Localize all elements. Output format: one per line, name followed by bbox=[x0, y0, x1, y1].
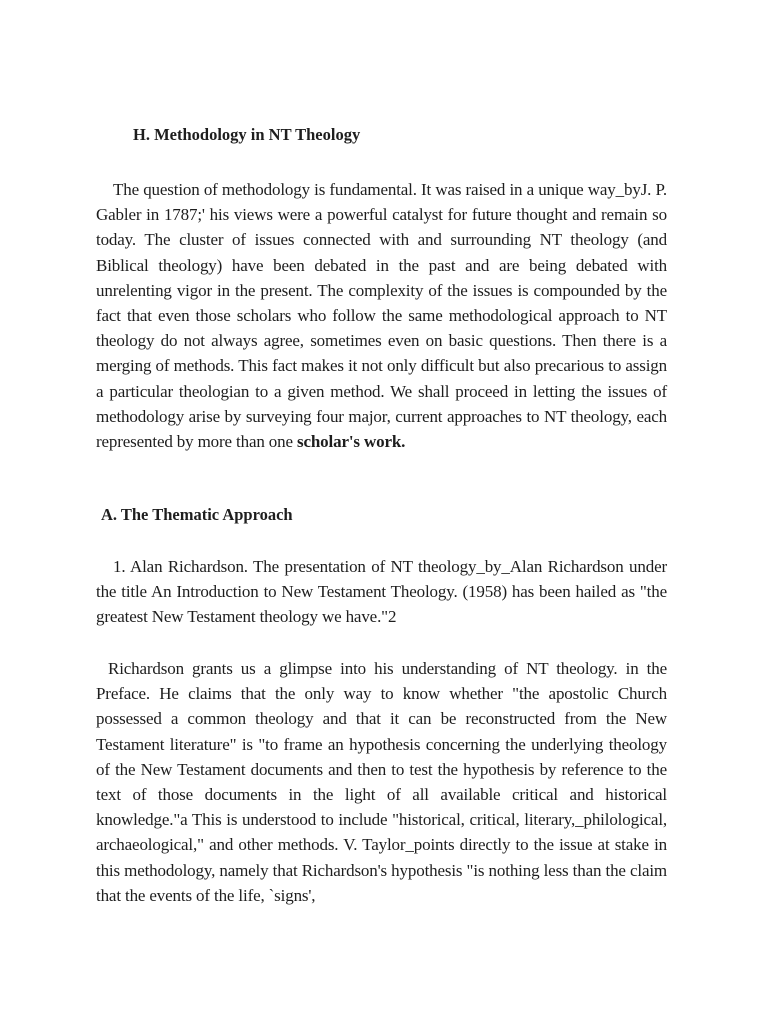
section-h-paragraph-bold: scholar's work. bbox=[297, 432, 406, 452]
section-h-heading: H. Methodology in NT Theology bbox=[133, 125, 361, 144]
section-a-paragraph-1: 1. Alan Richardson. The presentation of NT theology_by_Alan Richardson under the title An Introduction to New Testament Theology. (1958) has been hailed as "the greatest New Testament theology we have."2 bbox=[96, 557, 667, 627]
section-h-paragraph bbox=[96, 177, 667, 454]
section-a-paragraph-2: Richardson grants us a glimpse into his understanding of NT theology. in the Preface. He claims that the only way to know whether "the apostolic Church possessed a common theology and that it can be reconstructed from the New Testament literature" is "to frame an hypothesis concerning the underlying theology of the New Testament documents and then to test the hypothesis by reference to the text of those documents in the light of all available critical and historical knowledge."a This is understood to include "historical, critical, literary,_philological, archaeological," and other methods. V. Taylor_points directly to the issue at stake in this methodology, namely that Richardson's hypothesis "is nothing less than the claim that the events of the life, `signs', bbox=[96, 659, 667, 905]
section-h-paragraph-text: The question of methodology is fundamental. It was raised in a unique way_byJ. P. Gabler in 1787;' his views were a powerful catalyst for future thought and remain so today. The cluster of issues connected with and surrounding NT theology (and Biblical theology) have been debated in the past and are being debated with unrelenting vigor in the present. The complexity of the issues is compounded by the fact that even those scholars who follow the same methodological approach to NT theology do not always agree, sometimes even on basic questions. Then there is a merging of methods. This fact makes it not only difficult but also precarious to assign a particular theologian to a given method. We shall proceed in letting the issues of methodology arise by surveying four major, current approaches to NT theology, each represented by more than one bbox=[96, 180, 667, 452]
section-a-heading: A. The Thematic Approach bbox=[101, 505, 293, 524]
